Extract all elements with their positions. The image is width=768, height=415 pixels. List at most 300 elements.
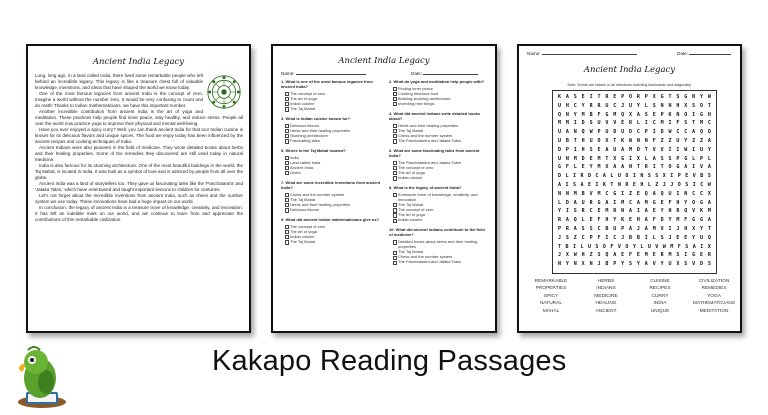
grid-letter[interactable]: K (602, 182, 606, 188)
grid-letter[interactable]: R (629, 120, 633, 127)
grid-letter[interactable]: S (685, 243, 689, 250)
grid-letter[interactable]: J (676, 226, 680, 232)
grid-letter[interactable]: T (668, 94, 672, 100)
grid-letter[interactable]: J (597, 261, 601, 268)
grid-letter[interactable]: I (595, 182, 599, 188)
quiz-name-field[interactable] (281, 71, 366, 76)
grid-letter[interactable]: H (581, 146, 585, 153)
checkbox-icon[interactable] (285, 208, 289, 212)
grid-letter[interactable]: T (558, 243, 562, 250)
grid-letter[interactable]: A (629, 226, 633, 232)
grid-letter[interactable]: A (636, 111, 640, 118)
grid-letter[interactable]: I (676, 146, 680, 153)
grid-letter[interactable]: L (707, 155, 711, 162)
grid-letter[interactable]: P (621, 226, 625, 232)
grid-letter[interactable]: Q (558, 111, 562, 118)
grid-letter[interactable]: D (558, 146, 562, 153)
grid-letter[interactable]: D (660, 129, 664, 136)
grid-letter[interactable]: G (676, 164, 680, 171)
grid-letter[interactable]: T (692, 120, 696, 127)
grid-letter[interactable]: C (636, 129, 640, 136)
grid-letter[interactable]: X (605, 164, 609, 171)
grid-letter[interactable]: S (581, 226, 585, 232)
grid-letter[interactable]: T (613, 138, 617, 144)
grid-letter[interactable]: U (558, 155, 562, 162)
ws-date-field[interactable] (677, 51, 731, 56)
answer-option[interactable] (393, 138, 489, 143)
grid-letter[interactable]: X (684, 102, 688, 109)
checkbox-icon[interactable] (393, 139, 397, 143)
grid-letter[interactable]: I (605, 234, 609, 241)
grid-letter[interactable]: W (684, 146, 688, 153)
grid-letter[interactable]: Y (660, 261, 664, 268)
grid-letter[interactable]: C (676, 129, 680, 136)
grid-letter[interactable]: C (692, 190, 696, 197)
grid-letter[interactable]: E (632, 182, 636, 188)
checkbox-icon[interactable] (285, 139, 289, 143)
grid-letter[interactable]: L (644, 102, 648, 109)
grid-letter[interactable]: Y (707, 146, 711, 153)
grid-letter[interactable]: M (660, 120, 664, 127)
quiz-date-field[interactable] (411, 71, 478, 76)
grid-letter[interactable]: P (565, 146, 569, 153)
grid-letter[interactable]: Q (605, 252, 609, 259)
grid-letter[interactable]: S (572, 182, 576, 188)
grid-letter[interactable]: D (587, 173, 591, 180)
grid-letter[interactable]: O (684, 111, 688, 118)
grid-letter[interactable]: D (558, 173, 562, 180)
grid-letter[interactable]: N (565, 190, 569, 197)
answer-option[interactable] (393, 217, 489, 222)
grid-letter[interactable]: S (589, 146, 593, 153)
grid-letter[interactable]: W (707, 182, 711, 188)
grid-letter[interactable]: V (692, 208, 696, 215)
grid-letter[interactable]: I (621, 190, 625, 197)
grid-letter[interactable]: A (644, 217, 648, 224)
grid-letter[interactable]: O (602, 243, 606, 250)
grid-letter[interactable]: M (573, 155, 577, 162)
grid-letter[interactable]: F (565, 164, 569, 171)
answer-option[interactable] (393, 259, 489, 264)
grid-letter[interactable]: S (573, 94, 577, 100)
grid-letter[interactable]: A (605, 146, 609, 153)
grid-letter[interactable]: C (595, 173, 599, 180)
grid-letter[interactable]: U (558, 129, 562, 136)
grid-letter[interactable]: A (692, 243, 696, 250)
grid-letter[interactable]: T (707, 226, 711, 232)
grid-letter[interactable]: O (629, 94, 633, 100)
grid-letter[interactable]: I (676, 190, 680, 197)
grid-letter[interactable]: X (707, 243, 711, 250)
grid-letter[interactable]: C (684, 129, 688, 136)
grid-letter[interactable]: L (636, 120, 640, 127)
grid-letter[interactable]: S (660, 234, 664, 241)
grid-letter[interactable]: G (692, 252, 696, 259)
grid-letter[interactable]: P (644, 129, 648, 136)
grid-letter[interactable]: E (613, 94, 617, 100)
grid-letter[interactable]: M (597, 190, 601, 197)
grid-letter[interactable]: J (558, 234, 562, 241)
grid-letter[interactable]: I (565, 208, 569, 215)
grid-letter[interactable]: Y (660, 208, 664, 215)
grid-letter[interactable]: H (581, 138, 585, 144)
grid-letter[interactable]: V (655, 243, 659, 250)
grid-letter[interactable]: U (581, 199, 585, 206)
grid-letter[interactable]: Y (684, 199, 688, 206)
answer-option[interactable] (393, 192, 489, 202)
grid-letter[interactable]: U (647, 243, 651, 250)
grid-letter[interactable]: M (597, 164, 601, 171)
grid-letter[interactable]: Z (668, 138, 672, 144)
grid-letter[interactable]: T (660, 164, 664, 171)
grid-letter[interactable]: F (629, 252, 633, 259)
grid-letter[interactable]: D (629, 129, 633, 136)
grid-letter[interactable]: N (589, 261, 593, 268)
grid-letter[interactable]: M (565, 120, 569, 127)
grid-letter[interactable]: X (692, 226, 696, 232)
grid-letter[interactable]: C (581, 234, 585, 241)
grid-letter[interactable]: U (621, 129, 625, 136)
grid-letter[interactable]: C (597, 226, 601, 232)
grid-letter[interactable]: I (670, 173, 674, 180)
grid-letter[interactable]: H (640, 182, 644, 188)
grid-letter[interactable]: Y (621, 261, 625, 268)
grid-letter[interactable]: H (676, 199, 680, 206)
grid-letter[interactable]: E (660, 199, 664, 206)
grid-letter[interactable]: R (660, 252, 664, 259)
grid-letter[interactable]: I (572, 173, 576, 180)
grid-letter[interactable]: Q (573, 217, 577, 224)
grid-letter[interactable]: U (629, 102, 633, 109)
grid-letter[interactable]: D (613, 129, 617, 136)
grid-letter[interactable]: D (660, 217, 664, 224)
grid-letter[interactable]: N (573, 129, 577, 136)
grid-letter[interactable]: S (565, 234, 569, 241)
grid-letter[interactable]: I (668, 146, 672, 153)
grid-letter[interactable]: O (677, 182, 681, 188)
grid-letter[interactable]: D (581, 155, 585, 162)
grid-letter[interactable]: P (558, 226, 562, 232)
grid-letter[interactable]: N (644, 138, 648, 144)
grid-letter[interactable]: M (573, 190, 577, 197)
grid-letter[interactable]: Z (660, 138, 664, 144)
grid-letter[interactable]: H (676, 102, 680, 109)
grid-letter[interactable]: N (668, 102, 672, 109)
grid-letter[interactable]: R (581, 208, 585, 215)
grid-letter[interactable]: R (605, 94, 609, 100)
grid-letter[interactable]: I (692, 146, 696, 153)
grid-letter[interactable]: A (558, 182, 562, 188)
grid-letter[interactable]: Q (660, 190, 664, 197)
grid-letter[interactable]: N (676, 111, 680, 118)
grid-letter[interactable]: V (613, 120, 617, 127)
grid-letter[interactable]: G (692, 217, 696, 224)
grid-letter[interactable]: B (700, 173, 704, 180)
grid-letter[interactable]: Z (573, 234, 577, 241)
grid-letter[interactable]: P (660, 111, 664, 118)
grid-letter[interactable]: E (621, 252, 625, 259)
grid-letter[interactable]: F (676, 120, 680, 127)
grid-letter[interactable]: M (629, 146, 633, 153)
grid-letter[interactable]: N (565, 155, 569, 162)
grid-letter[interactable]: C (700, 190, 704, 197)
grid-letter[interactable]: I (629, 155, 633, 162)
grid-letter[interactable]: C (613, 234, 617, 241)
grid-letter[interactable]: F (597, 217, 601, 224)
grid-letter[interactable]: U (668, 261, 672, 268)
grid-letter[interactable]: R (565, 226, 569, 232)
answer-option[interactable] (285, 106, 381, 111)
grid-letter[interactable]: A (621, 146, 625, 153)
grid-letter[interactable]: N (636, 138, 640, 144)
grid-letter[interactable]: E (684, 234, 688, 241)
grid-letter[interactable]: W (589, 129, 593, 136)
grid-letter[interactable]: U (700, 146, 704, 153)
grid-letter[interactable]: X (565, 252, 569, 259)
answer-option[interactable] (285, 138, 381, 143)
grid-letter[interactable]: V (692, 261, 696, 268)
grid-letter[interactable]: P (621, 94, 625, 100)
grid-letter[interactable]: Y (700, 94, 704, 100)
grid-letter[interactable]: H (565, 102, 569, 109)
grid-letter[interactable]: X (613, 155, 617, 162)
grid-letter[interactable]: O (692, 199, 696, 206)
grid-letter[interactable]: B (629, 234, 633, 241)
grid-letter[interactable]: P (700, 155, 704, 162)
grid-letter[interactable]: S (707, 261, 711, 268)
grid-letter[interactable]: W (662, 243, 666, 250)
grid-letter[interactable]: F (597, 234, 601, 241)
answer-option[interactable] (285, 207, 381, 212)
grid-letter[interactable]: H (707, 111, 711, 118)
grid-letter[interactable]: E (589, 155, 593, 162)
grid-letter[interactable]: U (613, 226, 617, 232)
grid-letter[interactable]: F (610, 243, 614, 250)
grid-letter[interactable]: A (644, 261, 648, 268)
grid-letter[interactable]: E (652, 252, 656, 259)
grid-letter[interactable]: X (707, 190, 711, 197)
grid-letter[interactable]: N (573, 261, 577, 268)
grid-letter[interactable]: Y (632, 243, 636, 250)
grid-letter[interactable]: N (640, 173, 644, 180)
grid-letter[interactable]: A (707, 138, 711, 144)
grid-letter[interactable]: I (652, 164, 656, 171)
grid-letter[interactable]: U (700, 234, 704, 241)
grid-letter[interactable]: A (621, 164, 625, 171)
grid-letter[interactable]: Q (581, 129, 585, 136)
grid-letter[interactable]: P (589, 234, 593, 241)
grid-letter[interactable]: S (647, 173, 651, 180)
grid-letter[interactable]: I (668, 120, 672, 127)
grid-letter[interactable]: R (558, 217, 562, 224)
grid-letter[interactable]: I (613, 199, 617, 206)
grid-letter[interactable]: Y (573, 111, 577, 118)
grid-letter[interactable]: E (636, 252, 640, 259)
checkbox-icon[interactable] (285, 171, 289, 175)
grid-letter[interactable]: I (632, 173, 636, 180)
grid-letter[interactable]: A (613, 164, 617, 171)
checkbox-icon[interactable] (393, 261, 397, 265)
grid-letter[interactable]: E (652, 111, 656, 118)
ws-name-field[interactable] (527, 51, 637, 56)
grid-letter[interactable]: S (684, 261, 688, 268)
grid-letter[interactable]: E (581, 164, 585, 171)
grid-letter[interactable]: V (652, 261, 656, 268)
grid-letter[interactable]: S (676, 94, 680, 100)
grid-letter[interactable]: T (707, 102, 711, 109)
grid-letter[interactable]: R (625, 182, 629, 188)
grid-letter[interactable]: L (692, 155, 696, 162)
grid-letter[interactable]: Y (581, 102, 585, 109)
grid-letter[interactable]: Q (621, 111, 625, 118)
grid-letter[interactable]: I (565, 182, 569, 188)
checkbox-icon[interactable] (285, 240, 289, 244)
grid-letter[interactable]: S (573, 208, 577, 215)
grid-letter[interactable]: V (692, 173, 696, 180)
grid-letter[interactable]: S (644, 111, 648, 118)
grid-letter[interactable]: T (573, 138, 577, 144)
grid-letter[interactable]: M (621, 199, 625, 206)
grid-letter[interactable]: I (573, 146, 577, 153)
grid-letter[interactable]: Y (613, 217, 617, 224)
grid-letter[interactable]: Q (684, 208, 688, 215)
grid-letter[interactable]: R (707, 252, 711, 259)
grid-letter[interactable]: T (636, 164, 640, 171)
grid-letter[interactable]: R (676, 208, 680, 215)
grid-letter[interactable]: R (580, 173, 584, 180)
grid-letter[interactable]: A (565, 217, 569, 224)
grid-letter[interactable]: Y (700, 226, 704, 232)
grid-letter[interactable]: B (605, 261, 609, 268)
grid-letter[interactable]: T (605, 155, 609, 162)
grid-letter[interactable]: E (587, 182, 591, 188)
grid-letter[interactable]: F (684, 217, 688, 224)
grid-letter[interactable]: I (652, 129, 656, 136)
grid-letter[interactable]: M (670, 243, 674, 250)
grid-letter[interactable]: Y (684, 138, 688, 144)
grid-letter[interactable]: A (565, 129, 569, 136)
answer-option[interactable] (393, 239, 489, 249)
grid-letter[interactable]: A (652, 155, 656, 162)
grid-letter[interactable]: G (605, 111, 609, 118)
grid-letter[interactable]: L (573, 164, 577, 171)
answer-option[interactable] (285, 170, 381, 175)
grid-letter[interactable]: E (636, 190, 640, 197)
grid-letter[interactable]: G (660, 94, 664, 100)
grid-letter[interactable]: J (670, 182, 674, 188)
grid-letter[interactable]: U (613, 146, 617, 153)
grid-letter[interactable]: E (621, 120, 625, 127)
grid-letter[interactable]: U (587, 243, 591, 250)
grid-letter[interactable]: X (636, 155, 640, 162)
grid-letter[interactable]: C (613, 102, 617, 109)
grid-letter[interactable]: Y (565, 261, 569, 268)
grid-letter[interactable]: Y (589, 164, 593, 171)
grid-letter[interactable]: N (684, 190, 688, 197)
grid-letter[interactable]: M (676, 217, 680, 224)
grid-letter[interactable]: A (636, 199, 640, 206)
grid-letter[interactable]: J (621, 234, 625, 241)
grid-letter[interactable]: A (644, 226, 648, 232)
grid-letter[interactable]: H (684, 226, 688, 232)
grid-letter[interactable]: E (685, 173, 689, 180)
grid-letter[interactable]: Z (700, 138, 704, 144)
grid-letter[interactable]: M (644, 252, 648, 259)
checkbox-icon[interactable] (285, 107, 289, 111)
grid-letter[interactable]: V (660, 226, 664, 232)
grid-letter[interactable]: G (597, 199, 601, 206)
grid-letter[interactable]: N (660, 102, 664, 109)
grid-letter[interactable]: U (589, 138, 593, 144)
answer-option[interactable] (393, 101, 489, 106)
grid-letter[interactable]: Y (636, 261, 640, 268)
grid-letter[interactable]: W (707, 94, 711, 100)
grid-letter[interactable]: A (580, 182, 584, 188)
grid-letter[interactable]: A (652, 190, 656, 197)
checkbox-icon[interactable] (393, 176, 397, 180)
grid-letter[interactable]: P (644, 94, 648, 100)
grid-letter[interactable]: Z (692, 138, 696, 144)
checkbox-icon[interactable] (393, 219, 397, 223)
grid-letter[interactable]: I (668, 226, 672, 232)
grid-letter[interactable]: H (668, 208, 672, 215)
grid-letter[interactable]: T (597, 94, 601, 100)
grid-letter[interactable]: U (558, 102, 562, 109)
grid-letter[interactable]: U (617, 173, 621, 180)
grid-letter[interactable]: C (573, 102, 577, 109)
grid-letter[interactable]: R (613, 208, 617, 215)
grid-letter[interactable]: I (572, 243, 576, 250)
grid-letter[interactable]: I (644, 234, 648, 241)
grid-letter[interactable]: N (558, 261, 562, 268)
grid-letter[interactable]: Z (589, 252, 593, 259)
grid-letter[interactable]: F (652, 138, 656, 144)
grid-letter[interactable]: Y (668, 217, 672, 224)
grid-letter[interactable]: N (692, 94, 696, 100)
grid-letter[interactable]: F (677, 243, 681, 250)
grid-letter[interactable]: J (668, 234, 672, 241)
grid-letter[interactable]: B (581, 190, 585, 197)
grid-letter[interactable]: J (662, 182, 666, 188)
grid-letter[interactable]: S (668, 155, 672, 162)
grid-letter[interactable]: A (707, 199, 711, 206)
grid-letter[interactable]: L (580, 243, 584, 250)
grid-letter[interactable]: G (613, 190, 617, 197)
grid-letter[interactable]: L (581, 217, 585, 224)
grid-letter[interactable]: S (660, 155, 664, 162)
grid-letter[interactable]: N (558, 190, 562, 197)
grid-letter[interactable]: C (589, 208, 593, 215)
grid-letter[interactable]: A (565, 94, 569, 100)
grid-letter[interactable]: Y (636, 102, 640, 109)
grid-letter[interactable]: S (589, 226, 593, 232)
grid-letter[interactable]: I (684, 252, 688, 259)
grid-letter[interactable]: H (636, 217, 640, 224)
grid-letter[interactable]: P (613, 261, 617, 268)
grid-letter[interactable]: R (644, 164, 648, 171)
grid-letter[interactable]: G (652, 199, 656, 206)
grid-letter[interactable]: E (597, 146, 601, 153)
grid-letter[interactable]: D (700, 261, 704, 268)
grid-letter[interactable]: S (707, 173, 711, 180)
grid-letter[interactable]: N (565, 111, 569, 118)
grid-letter[interactable]: Q (700, 129, 704, 136)
grid-letter[interactable]: S (629, 261, 633, 268)
grid-letter[interactable]: X (581, 261, 585, 268)
grid-letter[interactable]: A (707, 164, 711, 171)
grid-letter[interactable]: L (558, 199, 562, 206)
grid-letter[interactable]: A (707, 217, 711, 224)
